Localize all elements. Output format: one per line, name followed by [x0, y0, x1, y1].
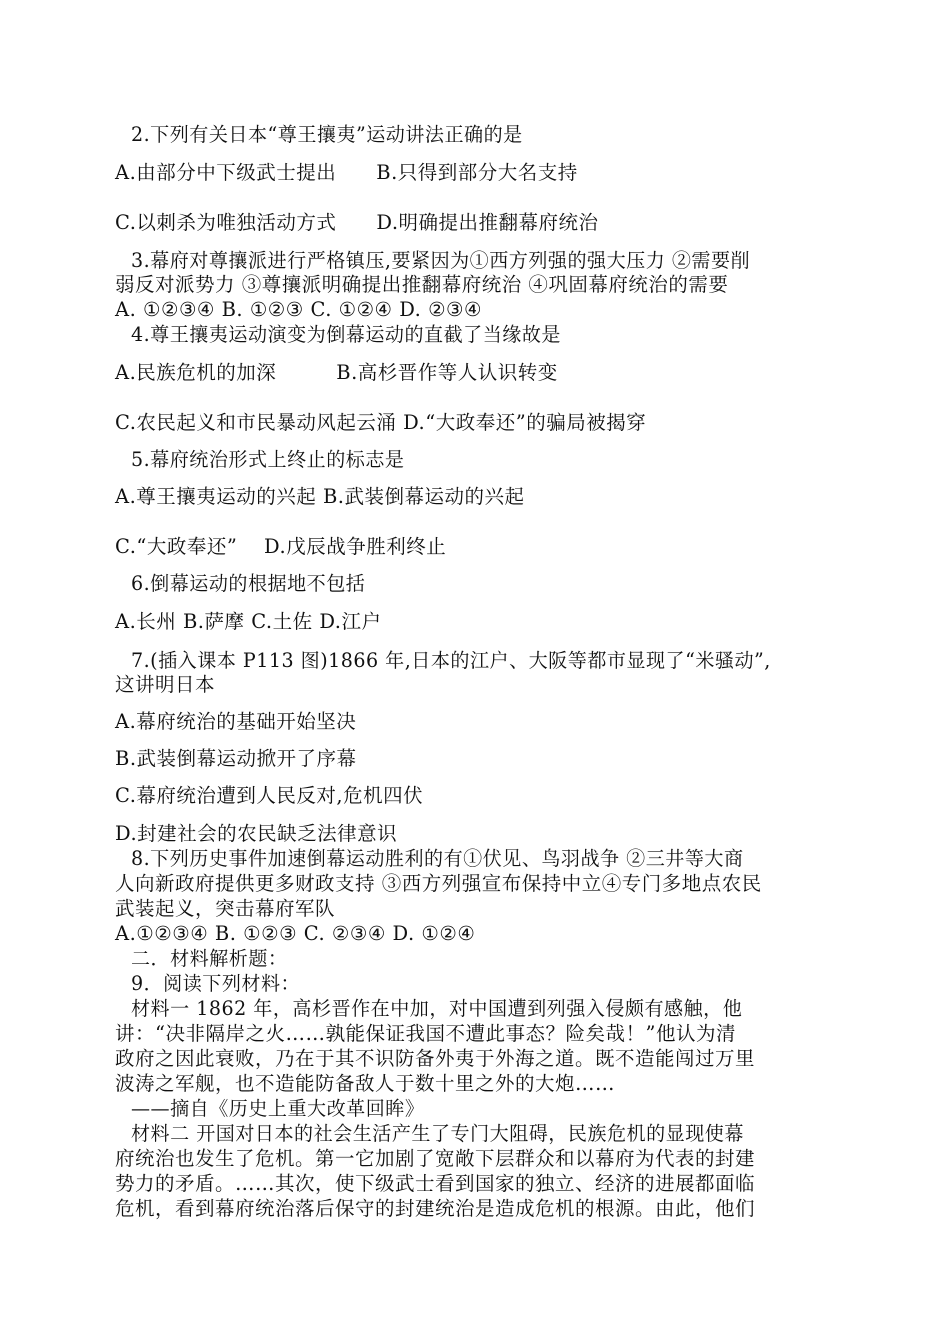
material-1-line-3: 政府之因此衰败，乃在于其不识防备外夷于外海之道。既不造能闯过万里: [115, 1047, 756, 1070]
material-1-source: ——摘自《历史上重大改革回眸》: [131, 1097, 425, 1120]
question-2-options-cd: C.以刺杀为唯独活动方式 D.明确提出推翻幕府统治: [115, 211, 599, 234]
material-1-line-1: 材料一 1862 年，高杉晋作在中加，对中国遭到列强入侵颇有感触，他: [131, 997, 743, 1020]
material-2-line-1: 材料二 开国对日本的社会生活产生了专门大阻碍，民族危机的显现使幕: [131, 1122, 744, 1145]
question-7-option-d: D.封建社会的农民缺乏法律意识: [115, 822, 398, 845]
question-7-option-a: A.幕府统治的基础开始坚决: [115, 710, 357, 733]
question-3-options: A. ①②③④ B. ①②③ C. ①②④ D. ②③④: [115, 298, 483, 321]
question-2-options-ab: A.由部分中下级武士提出 B.只得到部分大名支持: [115, 161, 578, 184]
question-7-stem-line-1: 7.(插入课本 P113 图)1866 年,日本的江户、大阪等都市显现了“米骚动”,: [131, 649, 771, 672]
material-2-line-2: 府统治也发生了危机。第一它加剧了宽敞下层群众和以幕府为代表的封建: [115, 1147, 756, 1170]
question-4-options-cd: C.农民起义和市民暴动风起云涌 D.“大政奉还”的骗局被揭穿: [115, 411, 647, 434]
section-heading: 二．材料解析题：: [131, 947, 288, 970]
question-7-option-c: C.幕府统治遭到人民反对,危机四伏: [115, 784, 424, 807]
material-2-line-4: 危机，看到幕府统治落后保守的封建统治是造成危机的根源。由此，他们: [115, 1197, 756, 1220]
question-5-stem: 5.幕府统治形式上终止的标志是: [131, 448, 405, 471]
material-1-line-4: 波涛之军舰，也不造能防备敌人于数十里之外的大炮……: [115, 1072, 616, 1095]
question-3-stem-line-1: 3.幕府对尊攘派进行严格镇压,要紧因为①西方列强的强大压力 ②需要削: [131, 249, 751, 272]
question-4-options-ab: A.民族危机的加深 B.高杉晋作等人认识转变: [115, 361, 558, 384]
question-8-options: A.①②③④ B. ①②③ C. ②③④ D. ①②④: [115, 922, 476, 945]
question-4-stem: 4.尊王攘夷运动演变为倒幕运动的直截了当缘故是: [131, 323, 561, 346]
material-2-line-3: 势力的矛盾。……其次，使下级武士看到国家的独立、经济的进展都面临: [115, 1172, 756, 1195]
question-5-options-cd: C.“大政奉还” D.戊辰战争胜利终止: [115, 535, 447, 558]
question-7-stem-line-2: 这讲明日本: [115, 673, 216, 696]
question-6-options: A.长州 B.萨摩 C.土佐 D.江户: [115, 610, 382, 633]
question-8-stem-line-3: 武装起义，突击幕府军队: [115, 897, 336, 920]
question-5-options-ab: A.尊王攘夷运动的兴起 B.武装倒幕运动的兴起: [115, 485, 525, 508]
question-8-stem-line-1: 8.下列历史事件加速倒幕运动胜利的有①伏见、鸟羽战争 ②三井等大商: [131, 847, 744, 870]
question-2-stem: 2.下列有关日本“尊王攘夷”运动讲法正确的是: [131, 123, 523, 146]
question-8-stem-line-2: 人向新政府提供更多财政支持 ③西方列强宣布保持中立④专门多地点农民: [115, 872, 762, 895]
material-1-line-2: 讲：“决非隔岸之火……孰能保证我国不遭此事态？险矣哉！”他认为清: [115, 1022, 736, 1045]
question-7-option-b: B.武装倒幕运动掀开了序幕: [115, 747, 357, 770]
question-6-stem: 6.倒幕运动的根据地不包括: [131, 572, 366, 595]
question-9-stem: 9．阅读下列材料：: [131, 972, 301, 995]
question-3-stem-line-2: 弱反对派势力 ③尊攘派明确提出推翻幕府统治 ④巩固幕府统治的需要: [115, 273, 729, 296]
